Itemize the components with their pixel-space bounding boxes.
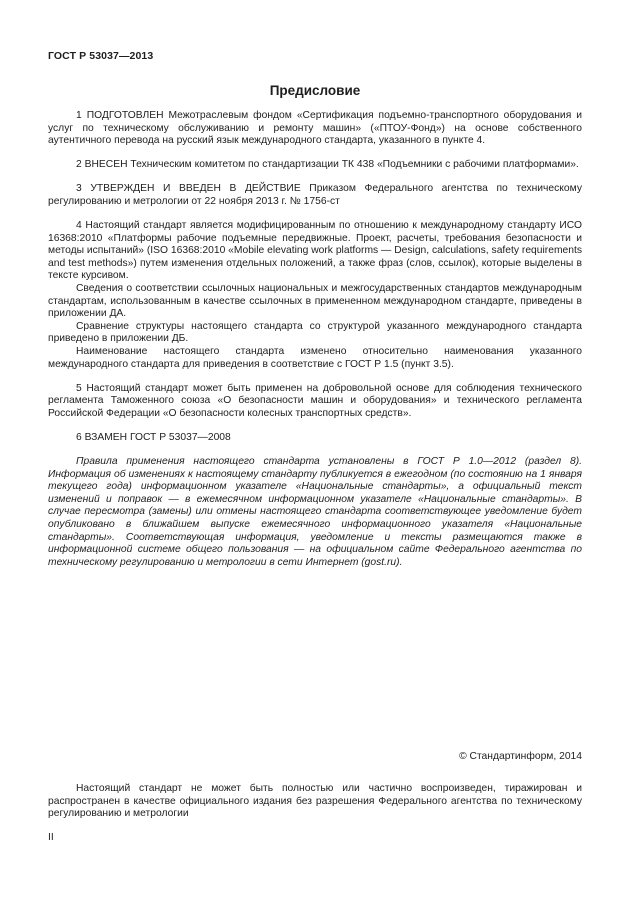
notice-text: Настоящий стандарт не может быть полностью или частично воспроизведен, тиражирован и распространен в качестве официального издания без разрешения Федерального агентства по техническому регулированию и метрологии [48, 783, 582, 820]
foreword-body [48, 110, 582, 569]
paragraph-introduced: 2 ВНЕСЕН Техническим комитетом по стандартизации ТК 438 «Подъемники с рабочими платформами». [76, 159, 579, 171]
paragraph-replaces: 6 ВЗАМЕН ГОСТ Р 53037—2008 [76, 431, 231, 443]
paragraph-approved: 3 УТВЕРЖДЕН И ВВЕДЕН В ДЕЙСТВИЕ Приказом Федерального агентства по техническому регулированию и метрологии от 22 ноября 2013 г. № 1756-ст [48, 183, 582, 207]
document-code: ГОСТ Р 53037—2013 [48, 50, 154, 62]
page-title: Предисловие [269, 83, 361, 98]
paragraph-annex-db: Сравнение структуры настоящего стандарта со структурой указанного международного стандарта приведено в приложении ДБ. [48, 320, 582, 345]
reproduction-notice [48, 783, 582, 821]
paragraph-modified: 4 Настоящий стандарт является модифицированным по отношению к международному стандарту ИСО 16368:2010 «Платформы рабочие подъемные передвижные. Проект, расчеты, требования безопасности и методы испытаний» (ISO 16368:2010 «Mobile elevating work platforms — Design, calculations, safety requirements and test methods») путем изменения отдельных положений, а также фраз (слов, ссылок), которые выделены в тексте курсивом. [48, 220, 582, 282]
paragraph-prepared: 1 ПОДГОТОВЛЕН Межотраслевым фондом «Сертификация подъемно-транспортного оборудования и услуг по техническому обслуживанию и ремонту машин» («ПТОУ-Фонд») на основе собственного аутентичного перевода на русский язык международного стандарта, указанного в пункте 4. [48, 110, 582, 147]
paragraph-annex-da: Сведения о соответствии ссылочных национальных и межгосударственных стандартов международным стандартам, использованным в качестве ссылочных в примененном международном стандарте, приведены в приложении ДА. [48, 283, 582, 320]
paragraph-rules: Правила применения настоящего стандарта установлены в ГОСТ Р 1.0—2012 (раздел 8). Информация об изменениях к настоящему стандарту публикуется в ежегодном (по состоянию на 1 января текущего года) информационном указателе «Национальные стандарты», а официальный текст изменений и поправок — в ежемесячном информационном указателе «Национальные стандарты». В случае пересмотра (замены) или отмены настоящего стандарта соответствующее уведомление будет опубликовано в ближайшем выпуске ежемесячного информационного указателя «Национальные стандарты». Соответствующая информация, уведомление и тексты размещаются также в информационной системе общего пользования — на официальном сайте Федерального агентства по техническому регулированию и метрологии в сети Интернет (gost.ru). [48, 456, 582, 568]
copyright-line: © Стандартинформ, 2014 [459, 751, 582, 762]
page-number: II [48, 832, 54, 843]
paragraph-voluntary: 5 Настоящий стандарт может быть применен на добровольной основе для соблюдения технического регламента Таможенного союза «О безопасности машин и оборудования» и технического регламента Российской Федерации «О безопасности колесных транспортных средств». [48, 382, 582, 419]
paragraph-name-change: Наименование настоящего стандарта изменено относительно наименования указанного международного стандарта для приведения в соответствие с ГОСТ Р 1.5 (пункт 3.5). [48, 346, 582, 370]
